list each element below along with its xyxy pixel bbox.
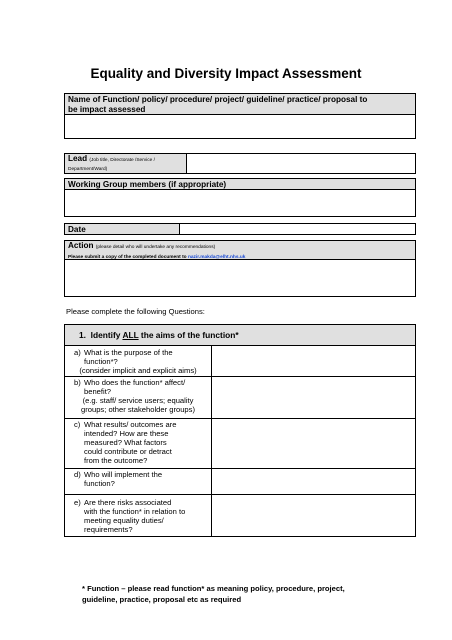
name-of-function-field[interactable] xyxy=(64,114,416,139)
section1-heading-post: the aims of the function* xyxy=(138,330,239,340)
question-a-answer[interactable] xyxy=(212,346,415,376)
action-field[interactable] xyxy=(64,259,416,297)
question-d xyxy=(65,469,211,489)
date-field[interactable] xyxy=(179,223,416,235)
name-of-function-label-line2: be impact assessed xyxy=(68,105,146,114)
question-c-line3: measured? What factors xyxy=(84,438,167,447)
question-e-answer[interactable] xyxy=(212,495,415,536)
action-label: Action xyxy=(68,241,94,250)
question-e-line4: requirements? xyxy=(84,525,133,534)
footnote-line2: guideline, practice, proposal etc as required xyxy=(82,595,242,604)
lead-label-cell xyxy=(64,153,187,174)
question-d-line2: function? xyxy=(84,479,115,488)
question-e-line3: meeting equality duties/ xyxy=(84,516,164,525)
question-b-line1: Who does the function* affect/ xyxy=(84,378,186,387)
working-group-header: Working Group members (if appropriate) xyxy=(64,178,416,190)
footnote-line1: * Function – please read function* as meaning policy, procedure, project, xyxy=(82,584,345,593)
question-c-answer[interactable] xyxy=(212,419,415,468)
question-d-letter: d) xyxy=(74,470,81,479)
lead-note: (Job title, Directorate /Service / xyxy=(89,158,155,163)
question-e-line1: Are there risks associated xyxy=(84,498,172,507)
action-header xyxy=(64,240,416,260)
question-a-letter: a) xyxy=(74,348,81,357)
date-label-cell: Date xyxy=(64,223,180,235)
section1-header xyxy=(64,324,416,346)
section1-heading-emph: ALL xyxy=(122,330,139,340)
question-b-letter: b) xyxy=(74,378,81,387)
question-d-line1: Who will implement the xyxy=(84,470,163,479)
question-c-line2: intended? How are these xyxy=(84,429,169,438)
question-b-extra2: groups; other stakeholder groups) xyxy=(81,405,195,414)
question-e-line2: with the function* in relation to xyxy=(84,507,186,516)
question-b-extra1: (e.g. staff/ service users; equality xyxy=(82,396,194,405)
question-d-answer[interactable] xyxy=(212,469,415,494)
question-b-answer[interactable] xyxy=(212,377,415,418)
question-c-line4: could contribute or detract xyxy=(84,447,172,456)
section1-number: 1. xyxy=(79,330,86,340)
question-e xyxy=(65,497,211,535)
working-group-field[interactable] xyxy=(64,189,416,217)
lead-field[interactable] xyxy=(186,153,416,174)
footnote xyxy=(82,583,422,605)
action-note: (please detail who will undertake any recommendations) xyxy=(95,245,216,250)
question-b-line2: benefit? xyxy=(84,387,112,396)
section1-heading-pre: Identify xyxy=(90,330,123,340)
action-submit-text: Please submit a copy of the completed document to xyxy=(68,255,188,260)
questions-intro: Please complete the following Questions: xyxy=(66,307,205,316)
question-a-extra: (consider implicit and explicit aims) xyxy=(79,366,197,375)
page-title: Equality and Diversity Impact Assessment xyxy=(90,66,362,81)
lead-label: Lead xyxy=(68,154,88,163)
name-of-function-label-line1: Name of Function/ policy/ procedure/ project/ guideline/ practice/ proposal to xyxy=(68,95,368,104)
question-c-line5: from the outcome? xyxy=(84,456,148,465)
question-c-letter: c) xyxy=(74,420,81,429)
question-b xyxy=(65,377,211,415)
action-email-link[interactable]: nazir.makda@elht.nhs.uk xyxy=(187,255,246,260)
question-a-line1: What is the purpose of the xyxy=(84,348,173,357)
question-e-letter: e) xyxy=(74,498,81,507)
lead-note2: Department/Ward) xyxy=(68,167,108,172)
question-a xyxy=(65,347,211,376)
name-of-function-header xyxy=(64,93,416,115)
question-c xyxy=(65,419,211,466)
question-a-line2: function*? xyxy=(84,357,118,366)
question-c-line1: What results/ outcomes are xyxy=(84,420,177,429)
